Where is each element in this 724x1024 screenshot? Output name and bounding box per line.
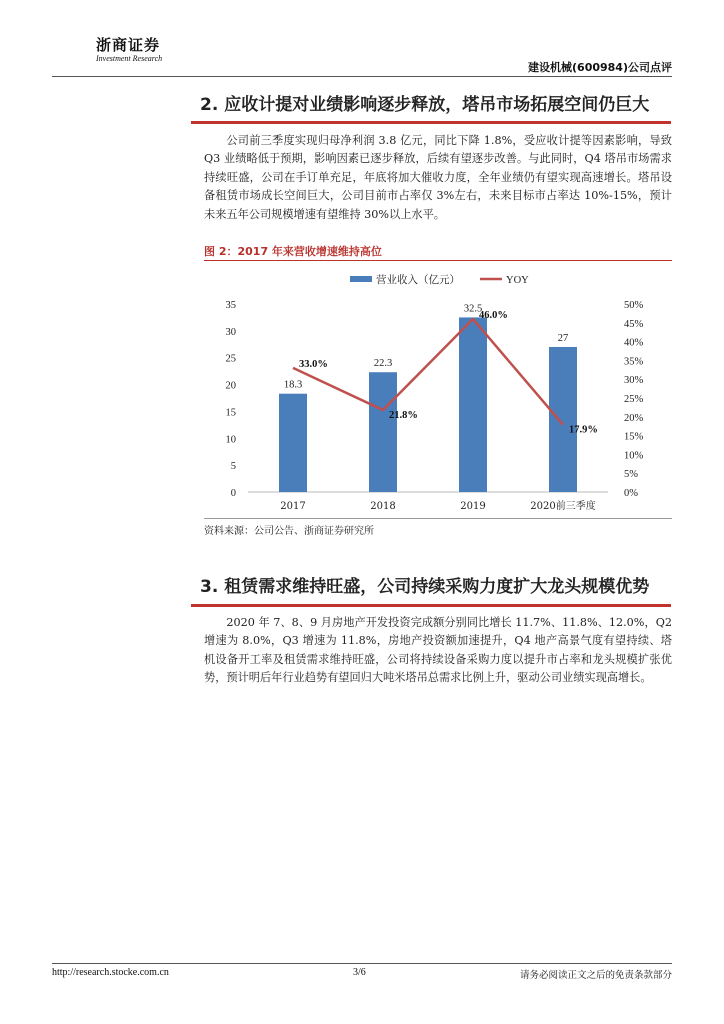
page-number: 3/6 xyxy=(353,967,366,978)
footer-divider xyxy=(52,963,672,964)
x-axis-category-label: 2017 xyxy=(280,501,306,512)
right-axis-tick-label: 35% xyxy=(624,356,644,368)
footer-disclaimer: 请务必阅读正文之后的免责条款部分 xyxy=(519,970,672,981)
figure-source: 资料来源：公司公告、浙商证券研究所 xyxy=(204,526,374,537)
left-axis-ticks xyxy=(226,300,237,499)
report-title: 建设机械(600984)公司点评 xyxy=(528,61,672,74)
right-axis-tick-label: 20% xyxy=(624,412,644,424)
right-axis-tick-label: 10% xyxy=(624,450,644,462)
section-2-underline xyxy=(191,121,671,124)
revenue-chart xyxy=(204,264,672,516)
header-divider xyxy=(52,76,672,77)
right-axis-tick-label: 0% xyxy=(624,488,638,499)
revenue-chart-svg xyxy=(204,264,672,516)
section-2-paragraph: 公司前三季度实现归母净利润 3.8 亿元，同比下降 1.8%，受应收计提等因素影响，导致 Q3 业绩略低于预期，影响因素已逐步释放，后续有望逐步改善。与此同时，Q4 塔吊市场需求持续旺盛，公司在手订单充足，年底将加大催收力度，全年业绩仍有望实现高速增长。塔吊设备租赁市场成长空间巨大，公司目前市占率仅 3%左右，未来目标市占率达 10%-15%，预计未来五年公司规模增速有望维持 30%以上水平。 xyxy=(204,134,672,221)
revenue-bar-label: 32.5 xyxy=(463,303,483,315)
yoy-value-label: 17.9% xyxy=(569,424,598,436)
revenue-bar xyxy=(459,317,487,492)
right-axis-tick-label: 30% xyxy=(624,375,644,387)
yoy-value-label: 33.0% xyxy=(299,358,328,370)
right-axis-tick-label: 5% xyxy=(624,469,638,481)
revenue-bars xyxy=(279,317,577,492)
x-axis-category-label: 2019 xyxy=(460,501,486,512)
section-2-heading: 2. 应收计提对业绩影响逐步释放，塔吊市场拓展空间仍巨大 xyxy=(200,95,650,115)
section-3-heading: 3. 租赁需求维持旺盛，公司持续采购力度扩大龙头规模优势 xyxy=(200,577,650,597)
left-axis-tick-label: 15 xyxy=(225,407,236,419)
right-axis-tick-label: 15% xyxy=(624,431,644,443)
x-axis-category-labels xyxy=(280,499,595,512)
revenue-bar-label: 27 xyxy=(557,332,569,344)
yoy-line xyxy=(293,319,563,425)
figure-top-rule xyxy=(204,260,672,261)
right-axis-tick-label: 40% xyxy=(624,337,644,349)
revenue-bar xyxy=(279,394,307,492)
right-axis-tick-label: 45% xyxy=(624,318,644,330)
x-axis-category-label: 2020前三季度 xyxy=(530,501,596,512)
revenue-bar-label: 22.3 xyxy=(373,358,393,370)
x-axis-category-label: 2018 xyxy=(370,501,396,512)
left-axis-tick-label: 0 xyxy=(230,488,236,499)
logo-chinese-name: 浙商证券 xyxy=(96,36,161,54)
chart-legend xyxy=(350,273,529,286)
left-axis-tick-label: 25 xyxy=(225,353,236,365)
left-axis-tick-label: 35 xyxy=(225,300,236,311)
revenue-bar-labels xyxy=(284,303,568,390)
yoy-value-label: 46.0% xyxy=(479,310,508,322)
broker-logo xyxy=(96,36,186,64)
left-axis-tick-label: 30 xyxy=(225,326,236,338)
yoy-polyline xyxy=(293,319,563,425)
legend-line-label: YOY xyxy=(506,275,529,286)
right-axis-ticks xyxy=(624,300,644,499)
figure-bottom-rule xyxy=(204,518,672,519)
revenue-bar-label: 18.3 xyxy=(283,379,303,391)
footer-url[interactable]: http://research.stocke.com.cn xyxy=(52,967,169,978)
legend-bar-swatch xyxy=(350,276,372,282)
left-axis-tick-label: 20 xyxy=(225,380,236,392)
revenue-bar xyxy=(549,347,577,492)
right-axis-tick-label: 50% xyxy=(624,300,644,311)
left-axis-tick-label: 5 xyxy=(230,461,236,473)
section-3-underline xyxy=(191,604,671,607)
revenue-bar xyxy=(369,372,397,492)
legend-bar-label: 营业收入（亿元） xyxy=(376,274,460,286)
left-axis-tick-label: 10 xyxy=(225,434,236,446)
section-3-paragraph: 2020 年 7、8、9 月房地产开发投资完成额分别同比增长 11.7%、11.8%、12.0%，Q2 增速为 8.0%，Q3 增速为 11.8%，房地产投资额加速提升，Q4 地产高景气度有望持续、塔机设备开工率及租赁需求维持旺盛，公司将持续设备采购力度以提升市占率和龙头规模扩张优势，预计明后年行业趋势有望回归大吨米塔吊总需求比例上升，驱动公司业绩实现高增长。 xyxy=(204,616,672,685)
right-axis-tick-label: 25% xyxy=(624,394,644,405)
figure-caption: 图 2：2017 年来营收增速维持高位 xyxy=(204,245,382,258)
logo-english-name: Investment Research xyxy=(96,54,163,63)
yoy-value-label: 21.8% xyxy=(389,410,418,422)
